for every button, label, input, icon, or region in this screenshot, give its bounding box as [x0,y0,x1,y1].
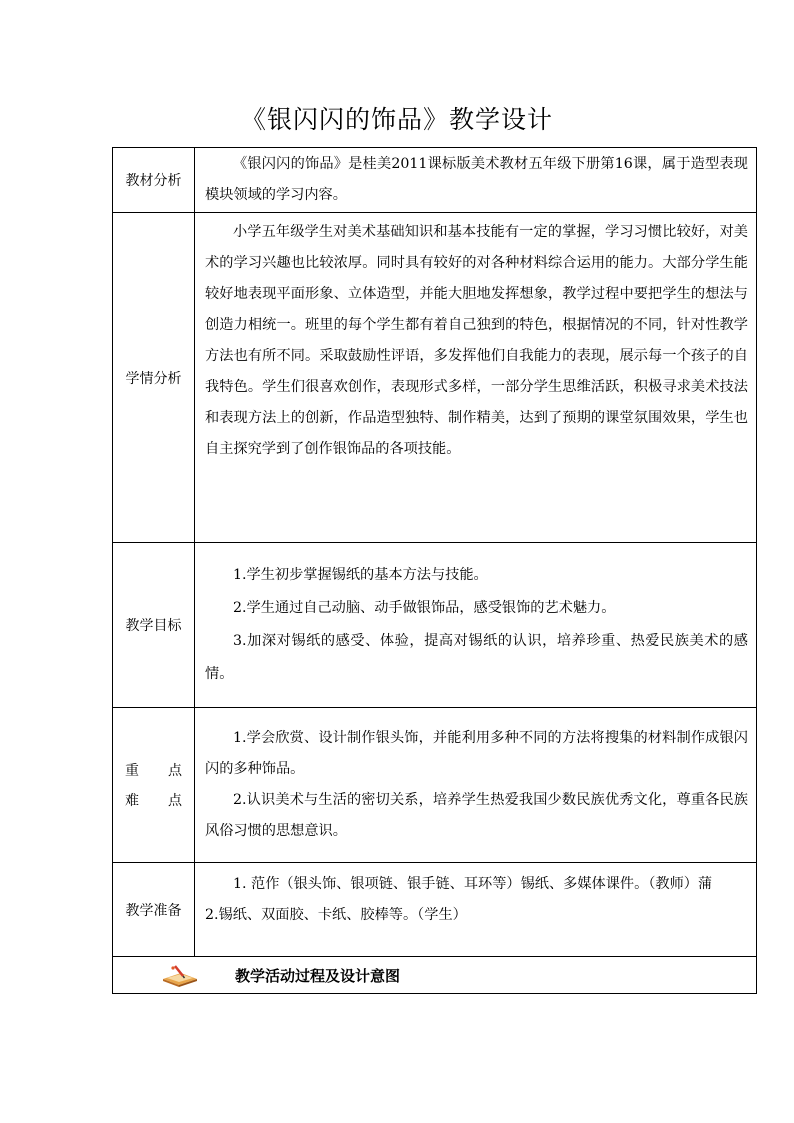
preparation-item-1: 1. 范作（银头饰、银项链、银手链、耳环等）锡纸、多媒体课件。（教师）蒲 [233,876,713,892]
keypoint-item-2: 2.认识美术与生活的密切关系，培养学生热爱我国少数民族优秀文化，尊重各民族风俗习惯的思想意识。 [205,792,748,839]
goal-item-1: 1.学生初步掌握锡纸的基本方法与技能。 [233,567,488,583]
row-footer [113,957,757,994]
label-keypoints-line-1 [125,760,182,780]
book-pencil-icon [161,963,199,987]
page-title: 《银闪闪的饰品》教学设计 [240,105,553,134]
label-goals: 教学目标 [113,543,195,708]
row-material [113,148,757,213]
preparation-item-2: 2.锡纸、双面胶、卡纸、胶棒等。（学生） [205,907,467,923]
goal-item-2: 2.学生通过自己动脑、动手做银饰品，感受银饰的艺术魅力。 [233,600,616,616]
label-keypoints-line-2 [125,790,182,810]
keypoint-item-1: 1.学会欣赏、设计制作银头饰，并能利用多种不同的方法将搜集的材料制作成银闪闪的多种饰品。 [205,730,748,777]
material-text: 《银闪闪的饰品》是桂美2011课标版美术教材五年级下册第16课，属于造型表现模块领域的学习内容。 [205,156,748,203]
label-char: 难 [125,793,139,809]
students-text: 小学五年级学生对美术基础知识和基本技能有一定的掌握，学习习惯比较好，对美术的学习兴趣也比较浓厚。同时具有较好的对各种材料综合运用的能力。大部分学生能较好地表现平面形象、立体造型，并能大胆地发挥想象，教学过程中要把学生的想法与创造力相统一。班里的每个学生都有着自己独到的特色，根据情况的不同，针对性教学方法也有所不同。采取鼓励性评语，多发挥他们自我能力的表现，展示每一个孩子的自我特色。学生们很喜欢创作，表现形式多样，一部分学生思维活跃，积极寻求美术技法和表现方法上的创新，作品造型独特、制作精美，达到了预期的课堂氛围效果，学生也自主探究学到了创作银饰品的各项技能。 [205,224,748,457]
lesson-plan-table [112,147,757,994]
label-char: 点 [168,763,182,779]
row-keypoints [113,708,757,863]
content-goals [195,543,757,708]
footer-cell [113,957,757,994]
label-preparation: 教学准备 [113,863,195,957]
content-keypoints [195,708,757,863]
footer-text: 教学活动过程及设计意图 [235,966,401,985]
content-preparation [195,863,757,957]
label-material: 教材分析 [113,148,195,213]
row-goals [113,543,757,708]
row-preparation [113,863,757,957]
row-students [113,213,757,543]
label-char: 点 [168,793,182,809]
content-material [195,148,757,213]
label-keypoints [113,708,195,863]
label-students: 学情分析 [113,213,195,543]
content-students [195,213,757,543]
label-char: 重 [125,763,139,779]
goal-item-3: 3.加深对锡纸的感受、体验，提高对锡纸的认识，培养珍重、热爱民族美术的感情。 [205,633,748,682]
